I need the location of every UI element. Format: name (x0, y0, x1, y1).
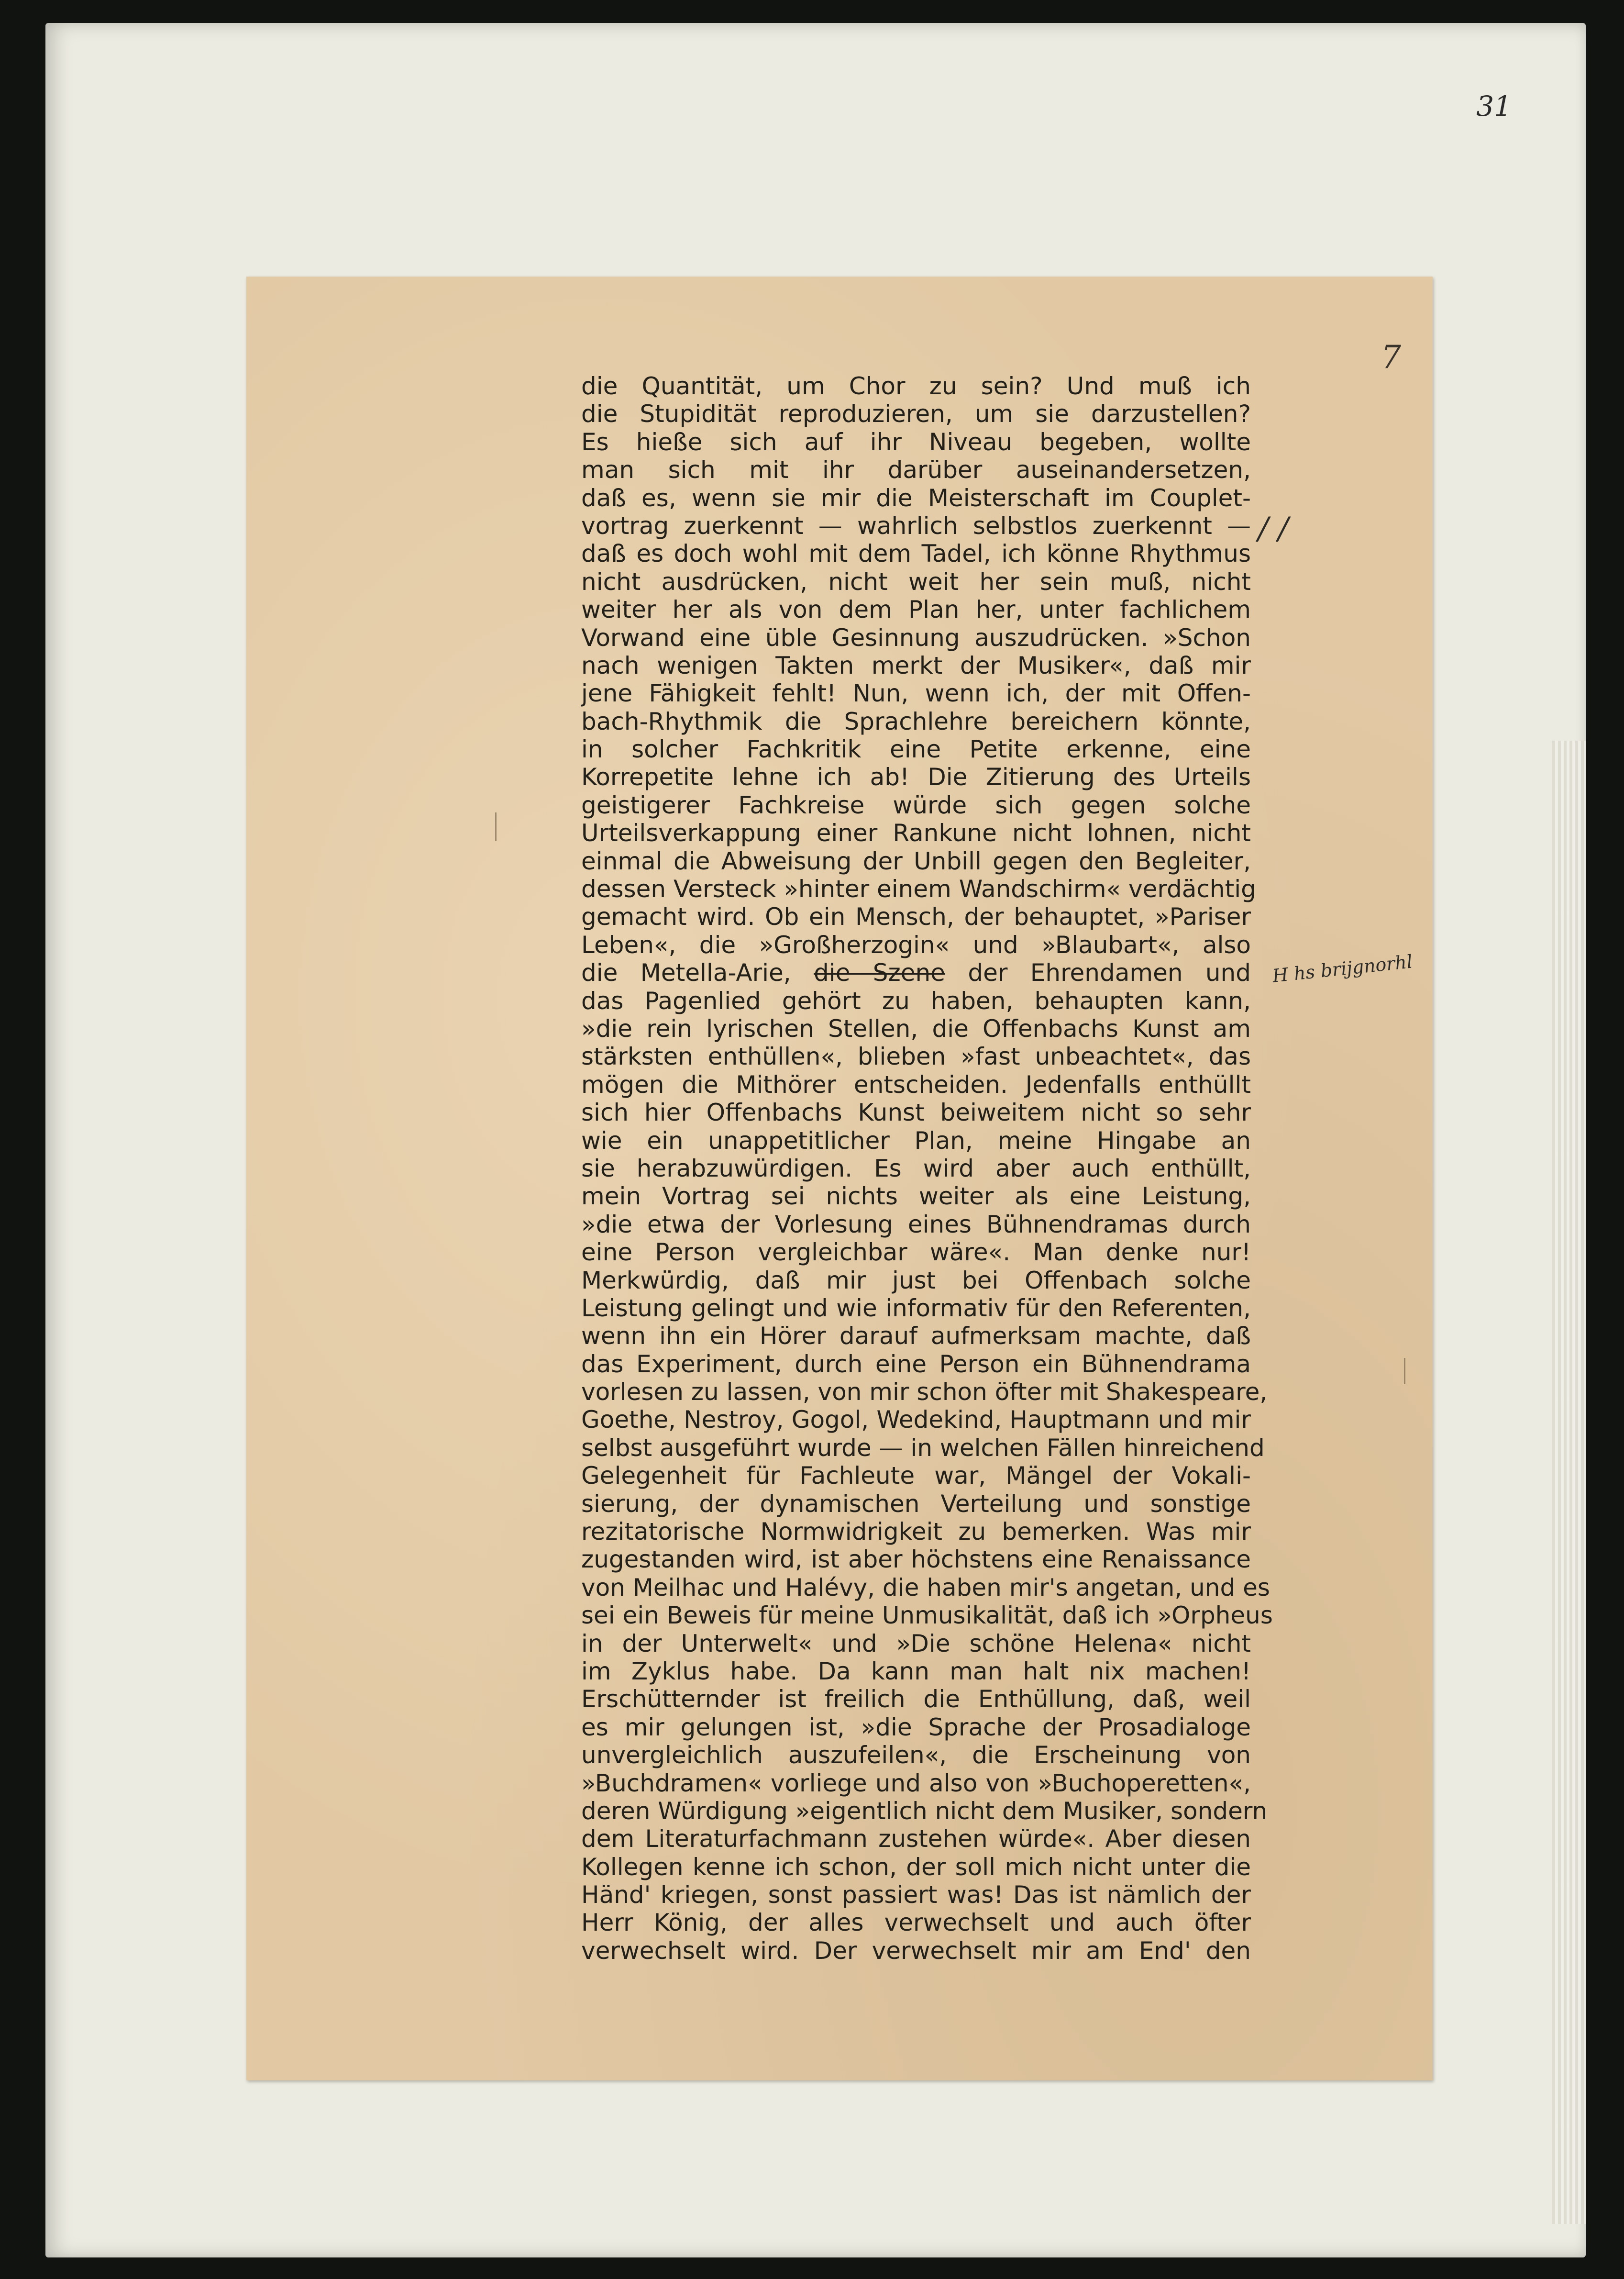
text-line: Herr König, der alles verwechselt und auch öfter (581, 1909, 1251, 1937)
text-line: sei ein Beweis für meine Unmusikalität, daß ich »Orpheus (581, 1601, 1273, 1630)
text-line: das Pagenlied gehört zu haben, behaupten kann, (581, 987, 1251, 1015)
text-line: Urteilsverkappung einer Rankune nicht lohnen, nicht (581, 819, 1251, 847)
text-line: vorlesen zu lassen, von mir schon öfter mit Shakespeare, (581, 1378, 1268, 1406)
text-line: eine Person vergleichbar wäre«. Man denke nur! (581, 1238, 1251, 1267)
text-line: Gelegenheit für Fachleute war, Mängel der Vokali- (581, 1462, 1251, 1490)
text-line: unvergleichlich auszufeilen«, die Erscheinung von (581, 1741, 1251, 1769)
text-line: Kollegen kenne ich schon, der soll mich nicht unter die (581, 1853, 1251, 1881)
album-page (45, 23, 1586, 2257)
text-line: die Quantität, um Chor zu sein? Und muß ich (581, 372, 1251, 400)
text-line: einmal die Abweisung der Unbill gegen den Begleiter, (581, 847, 1251, 875)
text-line: »die rein lyrischen Stellen, die Offenbachs Kunst am (581, 1014, 1251, 1043)
text-line-with-strikethrough (581, 959, 1251, 987)
text-line: in der Unterwelt« und »Die schöne Helena« nicht (581, 1629, 1251, 1657)
article-text (581, 372, 1273, 1965)
text-line: Leben«, die »Großherzogin« und »Blaubart«, also (581, 931, 1251, 959)
text-line: sierung, der dynamischen Verteilung und sonstige (581, 1490, 1251, 1518)
text-line: Goethe, Nestroy, Gogol, Wedekind, Hauptmann und mir (581, 1406, 1251, 1434)
margin-note-slashes: / / (1258, 511, 1289, 546)
text-line: Leistung gelingt und wie informativ für den Referenten, (581, 1294, 1251, 1322)
struck-text: die Szene (814, 959, 946, 987)
newspaper-clipping (246, 277, 1433, 2080)
text-line: man sich mit ihr darüber auseinandersetzen, (581, 456, 1251, 484)
text-line: Erschütternder ist freilich die Enthüllung, daß, weil (581, 1685, 1251, 1713)
sheet-number: 7 (1381, 339, 1401, 376)
text-line: »die etwa der Vorlesung eines Bühnendramas durch (581, 1210, 1251, 1238)
text-line: zugestanden wird, ist aber höchstens eine Renaissance (581, 1545, 1251, 1574)
text-line: in solcher Fachkritik eine Petite erkenne, eine (581, 735, 1251, 764)
text-fragment: die Metella-Arie, (581, 959, 791, 987)
text-line: »Buchdramen« vorliege und also von »Buchoperetten«, (581, 1769, 1251, 1797)
text-line: mein Vortrag sei nichts weiter als eine Leistung, (581, 1182, 1251, 1211)
text-line: nicht ausdrücken, nicht weit her sein muß, nicht (581, 567, 1251, 596)
text-line: wie ein unappetitlicher Plan, meine Hingabe an (581, 1126, 1251, 1155)
text-line: bach-Rhythmik die Sprachlehre bereichern könnte, (581, 707, 1251, 735)
text-line: das Experiment, durch eine Person ein Bühnendrama (581, 1350, 1251, 1378)
text-line: sich hier Offenbachs Kunst beiweitem nicht so sehr (581, 1099, 1251, 1127)
text-line: die Stupidität reproduzieren, um sie darzustellen? (581, 400, 1251, 428)
text-line: Merkwürdig, daß mir just bei Offenbach solche (581, 1266, 1251, 1294)
pencil-mark (495, 812, 497, 841)
text-line: geistigerer Fachkreise würde sich gegen solche (581, 791, 1251, 819)
text-line: verwechselt wird. Der verwechselt mir am End' den (581, 1936, 1251, 1965)
text-line: gemacht wird. Ob ein Mensch, der behauptet, »Pariser (581, 903, 1251, 931)
text-line: sie herabzuwürdigen. Es wird aber auch enthüllt, (581, 1154, 1251, 1182)
text-line: wenn ihn ein Hörer darauf aufmerksam machte, daß (581, 1322, 1251, 1350)
text-line: Händ' kriegen, sonst passiert was! Das ist nämlich der (581, 1881, 1251, 1909)
text-line: weiter her als von dem Plan her, unter fachlichem (581, 596, 1251, 624)
text-line: vortrag zuerkennt — wahrlich selbstlos zuerkennt — (581, 511, 1251, 540)
text-line: Es hieße sich auf ihr Niveau begeben, wollte (581, 428, 1251, 456)
text-line: Korrepetite lehne ich ab! Die Zitierung des Urteils (581, 763, 1251, 791)
text-fragment: der Ehrendamen und (968, 959, 1251, 987)
text-line: nach wenigen Takten merkt der Musiker«, daß mir (581, 651, 1251, 679)
text-line: von Meilhac und Halévy, die haben mir's angetan, und es (581, 1573, 1270, 1601)
text-line: daß es, wenn sie mir die Meisterschaft im Couplet- (581, 484, 1251, 512)
text-line: dem Literaturfachmann zustehen würde«. Aber diesen (581, 1825, 1251, 1853)
text-line: jene Fähigkeit fehlt! Nun, wenn ich, der mit Offen- (581, 679, 1251, 708)
text-line: selbst ausgeführt wurde — in welchen Fällen hinreichend (581, 1434, 1265, 1462)
folio-number: 31 (1476, 90, 1512, 122)
text-line: rezitatorische Normwidrigkeit zu bemerken. Was mir (581, 1518, 1251, 1546)
text-line: mögen die Mithörer entscheiden. Jedenfalls enthüllt (581, 1070, 1251, 1099)
text-line: dessen Versteck »hinter einem Wandschirm« verdächtig (581, 875, 1256, 903)
text-line: stärksten enthüllen«, blieben »fast unbeachtet«, das (581, 1043, 1251, 1071)
text-line: deren Würdigung »eigentlich nicht dem Musiker, sondern (581, 1797, 1268, 1825)
text-line: im Zyklus habe. Da kann man halt nix machen! (581, 1657, 1251, 1685)
pencil-mark (1404, 1358, 1405, 1384)
text-line: Vorwand eine üble Gesinnung auszudrücken. »Schon (581, 623, 1251, 652)
text-line: es mir gelungen ist, »die Sprache der Prosadialoge (581, 1713, 1251, 1741)
text-line: daß es doch wohl mit dem Tadel, ich könne Rhythmus (581, 540, 1251, 568)
margin-note-insert: H hs brijgnorhl (1271, 951, 1414, 987)
page-edges (1552, 741, 1586, 2224)
